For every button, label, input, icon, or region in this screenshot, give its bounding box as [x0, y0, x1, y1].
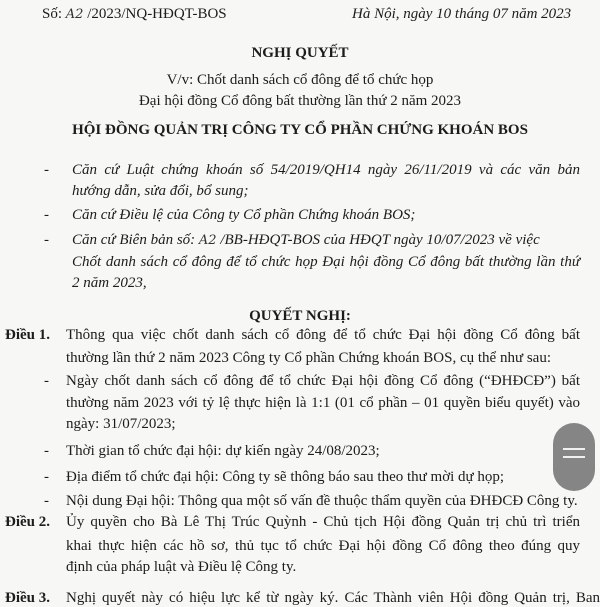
basis-2-line-1: Căn cứ Điều lệ của Công ty Cổ phần Chứng khoán BOS;	[72, 207, 416, 223]
subject-line-2: Đại hội đồng Cổ đông bất thường lần thứ 2 năm 2023	[138, 93, 462, 109]
floating-menu-button[interactable]	[553, 423, 595, 491]
document-title: NGHỊ QUYẾT	[251, 45, 349, 61]
basis-3-line-3: 2 năm 2023,	[72, 275, 147, 291]
basis-text: /BB-HĐQT-BOS của HĐQT ngày 10/07/2023 về việc	[216, 232, 540, 248]
article-3-label: Điều 3.	[5, 590, 50, 606]
issuer-heading: HỘI ĐỒNG QUẢN TRỊ CÔNG TY CỔ PHẦN CHỨNG KHOÁN BOS	[72, 122, 528, 138]
place-date: Hà Nội, ngày 10 tháng 07 năm 2023	[352, 6, 572, 22]
article-3-line-1: Nghị quyết này có hiệu lực kể từ ngày ký. Các Thành viên Hội đồng Quản trị, Ban	[66, 590, 600, 606]
article-2-label: Điều 2.	[5, 514, 50, 530]
subject-line-1: V/v: Chốt danh sách cổ đông để tổ chức họp	[166, 72, 434, 88]
basis-1-line-1: Căn cứ Luật chứng khoán số 54/2019/QH14 ngày 26/11/2019 và các văn bản	[72, 162, 580, 178]
bullet: -	[44, 469, 49, 485]
number-suffix: /2023/NQ-HĐQT-BOS	[83, 6, 227, 22]
handwritten-number: A2	[65, 7, 84, 22]
handwritten-number: A2	[198, 233, 217, 248]
item-4: Nội dung Đại hội: Thông qua một số vấn đề thuộc thẩm quyền của ĐHĐCĐ Công ty.	[66, 493, 578, 509]
item-1-line-1: Ngày chốt danh sách cổ đông để tổ chức Đại hội đồng Cổ đông (“ĐHĐCĐ”) bất	[66, 373, 580, 389]
basis-1-line-2: hướng dẫn, sửa đổi, bổ sung;	[72, 183, 249, 199]
article-2-line-3: định của pháp luật và Điều lệ Công ty.	[66, 559, 297, 575]
item-1-line-3: ngày: 31/07/2023;	[66, 416, 176, 432]
article-1-line-1: Thông qua việc chốt danh sách cổ đông để tổ chức Đại hội đồng Cổ đông bất	[66, 327, 580, 343]
resolution-heading: QUYẾT NGHỊ:	[249, 308, 351, 324]
article-1-line-2: thường lần thứ 2 năm 2023 Công ty Cổ phần Chứng khoán BOS, cụ thể như sau:	[66, 350, 552, 366]
article-2-line-1: Ủy quyền cho Bà Lê Thị Trúc Quỳnh - Chủ tịch Hội đồng Quản trị chủ trì triển	[66, 514, 580, 530]
number-prefix: Số:	[42, 6, 66, 22]
basis-3-line-2: Chốt danh sách cổ đông để tổ chức họp Đại hội đồng Cổ đông bất thường lần thứ	[72, 254, 580, 270]
bullet: -	[44, 162, 49, 178]
basis-text: Căn cứ Biên bản số:	[72, 232, 199, 248]
document-number	[42, 5, 227, 24]
item-2: Thời gian tổ chức đại hội: dự kiến ngày 24/08/2023;	[66, 443, 380, 459]
bullet: -	[44, 493, 49, 509]
item-3: Địa điểm tổ chức đại hội: Công ty sẽ thông báo sau theo thư mời dự họp;	[66, 469, 505, 485]
article-1-label: Điều 1.	[5, 327, 50, 343]
bullet: -	[44, 232, 49, 248]
basis-3-line-1	[72, 231, 540, 250]
bullet: -	[44, 443, 49, 459]
bullet: -	[44, 207, 49, 223]
bullet: -	[44, 373, 49, 389]
item-1-line-2: thường năm 2023 với tỷ lệ thực hiện là 1:1 (01 cổ phần – 01 quyền biểu quyết) vào	[66, 395, 580, 411]
article-2-line-2: khai thực hiện các hồ sơ, thủ tục tổ chức Đại hội đồng Cổ đông theo đúng quy	[66, 538, 580, 554]
